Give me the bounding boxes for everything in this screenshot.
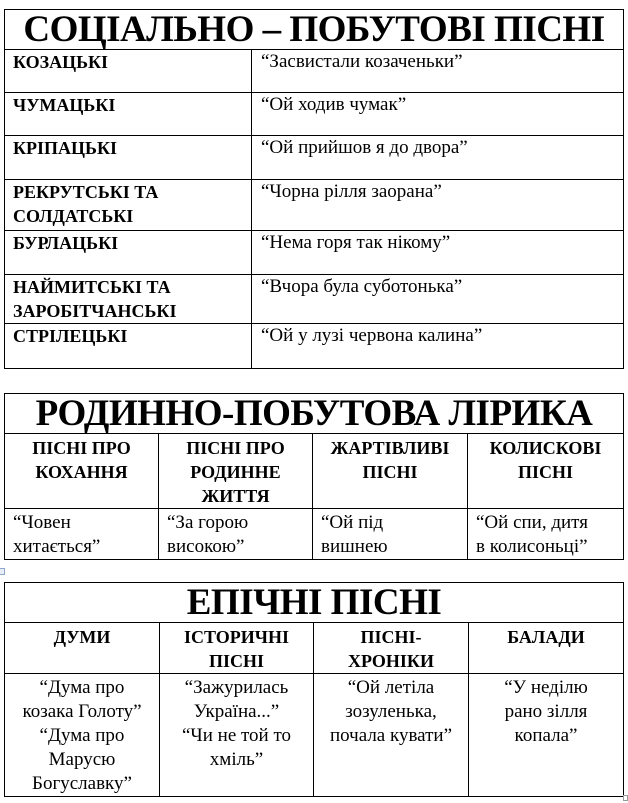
text-line: “За горою [167,512,249,533]
text-line: БУРЛАЦЬКІ [13,233,119,253]
social-songs-table [4,9,624,369]
song-example-cell [468,509,624,560]
genre-header-cell [5,434,159,509]
text-line: “Дума про [39,677,125,698]
table-row [5,231,624,275]
text-line: Богуславку” [32,773,132,794]
text-line: почала кувати” [329,725,453,746]
song-example-cell [314,674,469,797]
genre-header-cell [469,623,624,674]
genre-header-cell [160,623,314,674]
text-line: хитається” [13,536,101,557]
text-line: козака Голоту” [22,701,142,722]
song-category-cell [5,275,252,324]
song-category-cell [5,231,252,275]
text-line: “Ой спи, дитя [476,512,588,533]
song-category-cell [5,180,252,231]
song-example-cell [5,509,159,560]
text-line: ПІСНІ ПРО [32,438,131,458]
table-row [5,93,624,136]
song-category-cell [5,136,252,180]
text-line: КОЗАЦЬКІ [13,52,109,72]
text-line: “Дума про [39,725,125,746]
text-line: СОЛДАТСЬКІ [13,206,134,226]
song-example-cell [469,674,624,797]
table-row [5,136,624,180]
song-example-cell: “Засвистали козаченьки” [252,50,624,93]
text-line: ІСТОРИЧНІ [184,627,289,647]
song-example-cell [313,509,468,560]
text-line: Марусю [48,749,116,770]
song-example-cell: “Чорна рілля заорана” [252,180,624,231]
text-line: ХРОНІКИ [348,651,434,671]
text-line: “Чи не той то [181,725,292,746]
text-line: рано зілля [504,701,588,722]
song-category-cell [5,50,252,93]
genre-header-cell [313,434,468,509]
genre-header-cell [314,623,469,674]
text-line: ПІСНІ [517,462,573,482]
text-line: в колисоньці” [476,536,588,557]
table-row [5,324,624,369]
song-example-cell [159,509,313,560]
text-line: СТРІЛЕЦЬКІ [13,326,128,346]
table-row [5,275,624,324]
text-line: РЕКРУТСЬКІ ТА [13,182,159,202]
table-row [5,674,624,797]
text-line: Україна...” [193,701,280,722]
song-example-cell: “Ой прийшов я до двора” [252,136,624,180]
song-example-cell [160,674,314,797]
epic-songs-table [4,582,624,797]
text-line: ПІСНІ ПРО [186,438,285,458]
song-example-cell: “Ой ходив чумак” [252,93,624,136]
text-line: КОХАННЯ [35,462,128,482]
text-line: ПІСНІ [208,651,264,671]
text-line: ДУМИ [53,627,111,647]
text-line: НАЙМИТСЬКІ ТА [13,277,171,297]
text-line: високою” [167,536,245,557]
text-line: вишнею [321,536,388,557]
text-line: копала” [514,725,578,746]
text-line: зозуленька, [345,701,437,722]
family-lyrics-title: РОДИННО-ПОБУТОВА ЛІРИКА [5,394,624,434]
table-row [5,623,624,674]
song-category-cell [5,93,252,136]
text-line: ЧУМАЦЬКІ [13,95,116,115]
genre-header-cell [159,434,313,509]
table-row [5,434,624,509]
text-line: “У неділю [504,677,588,698]
text-line: ЗАРОБІТЧАНСЬКІ [13,301,177,321]
text-line: “Зажурилась [184,677,289,698]
text-line: ПІСНІ [362,462,418,482]
text-line: “Човен [13,512,71,533]
table-move-handle-icon[interactable] [0,568,5,575]
family-lyrics-table [4,393,624,560]
text-line: “Ой під [321,512,384,533]
epic-songs-title: ЕПІЧНІ ПІСНІ [5,583,624,623]
text-line: РОДИННЕ [190,462,281,482]
song-example-cell: “Ой у лузі червона калина” [252,324,624,369]
social-songs-title: СОЦІАЛЬНО – ПОБУТОВІ ПІСНІ [5,10,624,50]
table-row [5,180,624,231]
table-row [5,509,624,560]
song-example-cell: “Нема горя так нікому” [252,231,624,275]
text-line: КРІПАЦЬКІ [13,138,118,158]
table-resize-handle-icon[interactable] [623,795,628,801]
text-line: хміль” [209,749,264,770]
text-line: ПІСНІ- [360,627,422,647]
text-line: БАЛАДИ [507,627,585,647]
text-line: ЖИТТЯ [201,486,270,506]
text-line: КОЛИСКОВІ [489,438,602,458]
genre-header-cell [468,434,624,509]
genre-header-cell [5,623,160,674]
text-line: “Ой летіла [347,677,435,698]
song-category-cell [5,324,252,369]
song-example-cell: “Вчора була суботонька” [252,275,624,324]
table-row [5,50,624,93]
song-example-cell [5,674,160,797]
text-line: ЖАРТІВЛИВІ [330,438,450,458]
